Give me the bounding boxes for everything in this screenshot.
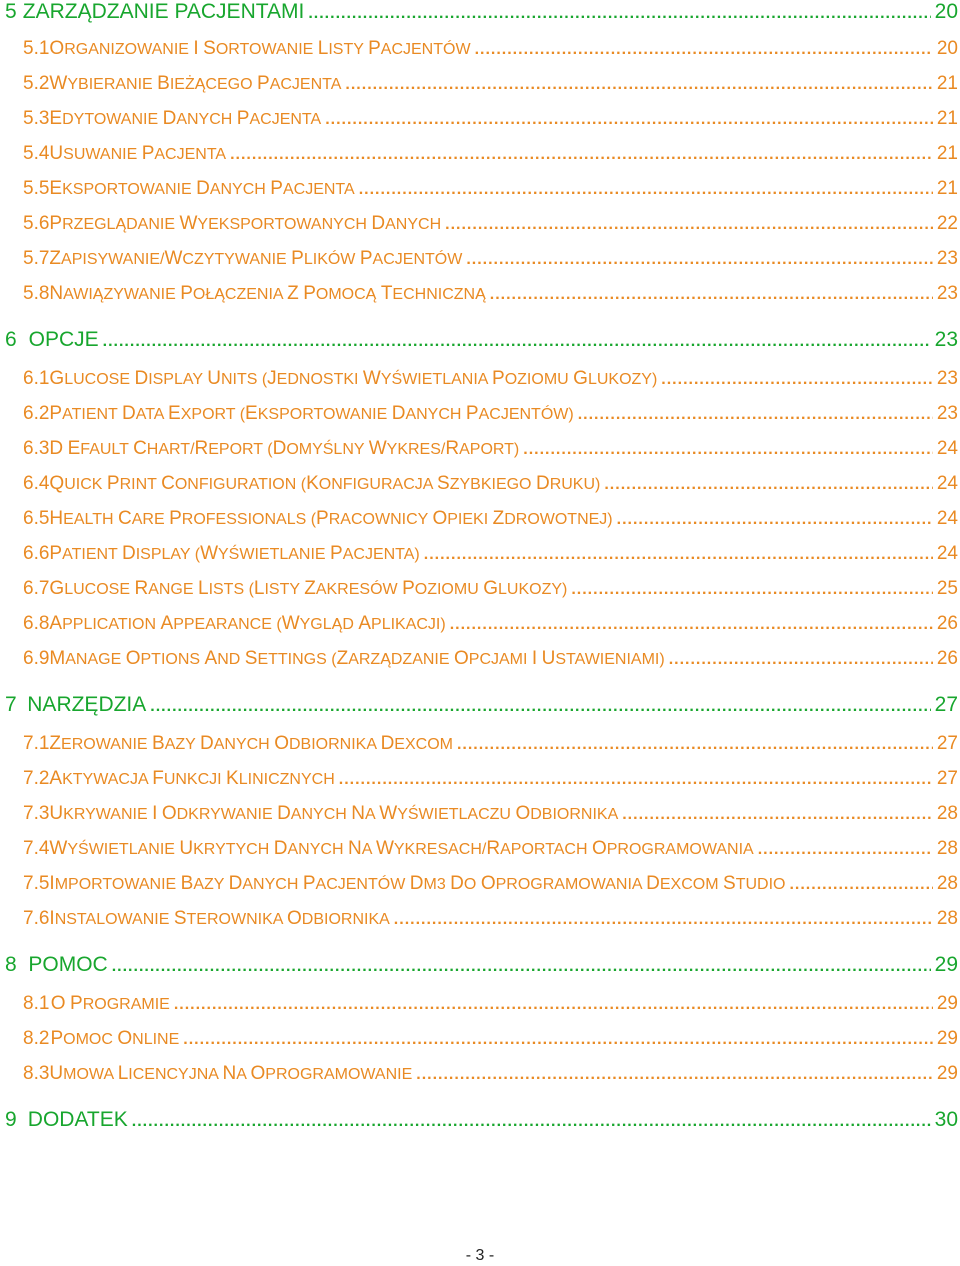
toc-title: APPLICATION APPEARANCE (WYGLĄD APLIKACJI): [49, 613, 446, 634]
toc-title: WYŚWIETLANIE UKRYTYCH DANYCH NA WYKRESACH/RAPORTACH OPROGRAMOWANIA: [49, 838, 754, 859]
toc-page-number: 21: [936, 143, 958, 164]
toc-section-row[interactable]: [0, 838, 960, 860]
toc-title: POMOC: [28, 953, 108, 976]
toc-page-number: 24: [936, 508, 958, 529]
toc-number: 7.1: [23, 733, 50, 754]
toc-number: 6.3: [23, 438, 50, 459]
toc-title: ZAPISYWANIE/WCZYTYWANIE PLIKÓW PACJENTÓW: [49, 248, 463, 269]
toc-title: UKRYWANIE I ODKRYWANIE DANYCH NA WYŚWIETLACZU ODBIORNIKA: [49, 803, 619, 824]
toc-number: 5: [5, 0, 17, 23]
toc-leader-dots: [150, 698, 930, 716]
toc-leader-dots: [758, 841, 933, 859]
toc-title: EDYTOWANIE DANYCH PACJENTA: [49, 108, 322, 129]
toc-page-number: 20: [934, 0, 958, 23]
toc-number: 6.5: [23, 508, 50, 529]
toc-number: 6.4: [23, 473, 50, 494]
toc-section-row[interactable]: [0, 178, 960, 200]
toc-number: 8: [5, 953, 17, 976]
toc-number: 7.4: [23, 838, 50, 859]
toc-page-number: 22: [936, 213, 958, 234]
toc-title: O PROGRAMIE: [50, 993, 170, 1014]
toc-page-number: 21: [936, 108, 958, 129]
toc-title: HEALTH CARE PROFESSIONALS (PRACOWNICY OPIEKI ZDROWOTNEJ): [49, 508, 613, 529]
toc-title: ORGANIZOWANIE I SORTOWANIE LISTY PACJENTÓW: [49, 38, 471, 59]
toc-title: QUICK PRINT CONFIGURATION (KONFIGURACJA SZYBKIEGO DRUKU): [49, 473, 601, 494]
toc-number: 8.3: [23, 1063, 50, 1084]
toc-title: DODATEK: [27, 1108, 128, 1131]
toc-title: WYBIERANIE BIEŻĄCEGO PACJENTA: [49, 73, 342, 94]
toc-section-row[interactable]: [0, 108, 960, 130]
toc-title: USUWANIE PACJENTA: [49, 143, 227, 164]
toc-leader-dots: [325, 111, 933, 129]
toc-page-number: 23: [934, 328, 958, 351]
toc-number: 5.4: [23, 143, 50, 164]
toc-page-number: 29: [934, 953, 958, 976]
toc-section-row[interactable]: [0, 283, 960, 305]
toc-title: UMOWA LICENCYJNA NA OPROGRAMOWANIE: [49, 1063, 413, 1084]
toc-number: 9: [5, 1108, 17, 1131]
toc-section-row[interactable]: [0, 38, 960, 60]
toc-leader-dots: [523, 441, 933, 459]
toc-number: 7: [5, 693, 17, 716]
toc-leader-dots: [103, 333, 931, 351]
toc-leader-dots: [450, 616, 933, 634]
toc-page-number: 25: [936, 578, 958, 599]
toc-chapter-row[interactable]: [0, 693, 960, 717]
toc-title: NAWIĄZYWANIE POŁĄCZENIA Z POMOCĄ TECHNICZNĄ: [49, 283, 486, 304]
toc-section-row[interactable]: [0, 733, 960, 755]
toc-number: 6.6: [23, 543, 50, 564]
toc-leader-dots: [617, 511, 933, 529]
toc-section-row[interactable]: [0, 143, 960, 165]
toc-title: OPCJE: [28, 328, 99, 351]
toc-leader-dots: [789, 876, 932, 894]
toc-page-number: 29: [936, 1028, 958, 1049]
toc-section-row[interactable]: [0, 368, 960, 390]
toc-title: AKTYWACJA FUNKCJI KLINICZNYCH: [49, 768, 335, 789]
toc-page-number: 23: [936, 248, 958, 269]
toc-title: NARZĘDZIA: [27, 693, 147, 716]
toc-title: PRZEGLĄDANIE WYEKSPORTOWANYCH DANYCH: [49, 213, 442, 234]
toc-page-number: 29: [936, 993, 958, 1014]
toc-page-number: 24: [936, 543, 958, 564]
toc-page-number: 27: [934, 693, 958, 716]
toc-leader-dots: [661, 371, 933, 389]
toc-chapter-row[interactable]: [0, 953, 960, 977]
toc-leader-dots: [457, 736, 933, 754]
toc-section-row[interactable]: [0, 1063, 960, 1085]
toc-title: GLUCOSE DISPLAY UNITS (JEDNOSTKI WYŚWIETLANIA POZIOMU GLUKOZY): [49, 368, 658, 389]
toc-section-row[interactable]: [0, 648, 960, 670]
toc-chapter-row[interactable]: [0, 0, 960, 24]
toc-leader-dots: [132, 1113, 931, 1131]
toc-leader-dots: [339, 771, 933, 789]
toc-page-number: 30: [934, 1108, 958, 1131]
toc-number: 8.2: [23, 1028, 50, 1049]
toc-page-number: 26: [936, 613, 958, 634]
toc-section-row[interactable]: [0, 768, 960, 790]
toc-leader-dots: [622, 806, 933, 824]
toc-leader-dots: [578, 406, 933, 424]
toc-chapter-row[interactable]: [0, 328, 960, 352]
toc-leader-dots: [669, 651, 933, 669]
toc-chapter-row[interactable]: [0, 1108, 960, 1132]
toc-title: D EFAULT CHART/REPORT (DOMYŚLNY WYKRES/RAPORT): [49, 438, 520, 459]
toc-title: PATIENT DISPLAY (WYŚWIETLANIE PACJENTA): [49, 543, 420, 564]
toc-page-number: 24: [936, 473, 958, 494]
toc-page-number: 23: [936, 403, 958, 424]
toc-title: EKSPORTOWANIE DANYCH PACJENTA: [49, 178, 355, 199]
toc-page-number: 28: [936, 873, 958, 894]
toc-number: 6.2: [23, 403, 50, 424]
toc-leader-dots: [571, 581, 933, 599]
toc-section-row[interactable]: [0, 578, 960, 600]
toc-number: 5.2: [23, 73, 50, 94]
toc-number: 8.1: [23, 993, 50, 1014]
toc-number: 7.3: [23, 803, 50, 824]
toc-number: 6.8: [23, 613, 50, 634]
toc-leader-dots: [183, 1031, 933, 1049]
toc-page-number: 20: [936, 38, 958, 59]
toc-leader-dots: [416, 1066, 933, 1084]
toc-section-row[interactable]: [0, 993, 960, 1015]
toc-section-row[interactable]: [0, 873, 960, 895]
toc-leader-dots: [230, 146, 933, 164]
toc-number: 7.5: [23, 873, 50, 894]
toc-page-number: 23: [936, 368, 958, 389]
page-number: - 3 -: [465, 1247, 495, 1264]
toc-number: 7.6: [23, 908, 50, 929]
toc-page-number: 29: [936, 1063, 958, 1084]
toc-leader-dots: [424, 546, 933, 564]
toc-title: ZARZĄDZANIE PACJENTAMI: [22, 0, 305, 23]
toc-number: 5.3: [23, 108, 50, 129]
toc-title: GLUCOSE RANGE LISTS (LISTY ZAKRESÓW POZIOMU GLUKOZY): [49, 578, 568, 599]
toc-page-number: 27: [936, 733, 958, 754]
toc-page-number: 28: [936, 803, 958, 824]
toc-leader-dots: [445, 216, 933, 234]
toc-section-row[interactable]: [0, 473, 960, 495]
toc-page-number: 27: [936, 768, 958, 789]
toc-section-row[interactable]: [0, 543, 960, 565]
toc-section-row[interactable]: [0, 613, 960, 635]
toc-section-row[interactable]: [0, 73, 960, 95]
toc-number: 6.9: [23, 648, 50, 669]
toc-leader-dots: [359, 181, 933, 199]
toc-title: MANAGE OPTIONS AND SETTINGS (ZARZĄDZANIE OPCJAMI I USTAWIENIAMI): [49, 648, 665, 669]
toc-page-number: 28: [936, 908, 958, 929]
toc-number: 6: [5, 328, 17, 351]
toc-leader-dots: [174, 996, 933, 1014]
toc-page-number: 23: [936, 283, 958, 304]
toc-section-row[interactable]: [0, 1028, 960, 1050]
toc-section-row[interactable]: [0, 248, 960, 270]
toc-section-row[interactable]: [0, 908, 960, 930]
toc-section-row[interactable]: [0, 403, 960, 425]
toc-title: IMPORTOWANIE BAZY DANYCH PACJENTÓW DM3 DO OPROGRAMOWANIA DEXCOM STUDIO: [49, 873, 786, 894]
toc-number: 7.2: [23, 768, 50, 789]
toc-leader-dots: [394, 911, 933, 929]
toc-title: INSTALOWANIE STEROWNIKA ODBIORNIKA: [49, 908, 390, 929]
toc-leader-dots: [604, 476, 933, 494]
toc-leader-dots: [308, 5, 930, 23]
toc-section-row[interactable]: [0, 508, 960, 530]
toc-title: POMOC ONLINE: [50, 1028, 180, 1049]
toc-page-number: 21: [936, 178, 958, 199]
toc-title: ZEROWANIE BAZY DANYCH ODBIORNIKA DEXCOM: [49, 733, 453, 754]
toc-number: 5.5: [23, 178, 50, 199]
toc-leader-dots: [112, 958, 931, 976]
toc-number: 6.1: [23, 368, 50, 389]
toc-number: 5.6: [23, 213, 50, 234]
toc-page-number: 26: [936, 648, 958, 669]
toc-leader-dots: [490, 286, 933, 304]
toc-section-row[interactable]: [0, 803, 960, 825]
toc-number: 6.7: [23, 578, 50, 599]
toc-leader-dots: [475, 41, 933, 59]
toc-section-row[interactable]: [0, 213, 960, 235]
toc-section-row[interactable]: [0, 438, 960, 460]
toc-page-number: 21: [936, 73, 958, 94]
toc-leader-dots: [345, 76, 932, 94]
toc-title: PATIENT DATA EXPORT (EKSPORTOWANIE DANYCH PACJENTÓW): [49, 403, 574, 424]
toc-page-number: 28: [936, 838, 958, 859]
toc-page-number: 24: [936, 438, 958, 459]
toc-number: 5.1: [23, 38, 50, 59]
toc-number: 5.7: [23, 248, 50, 269]
toc-leader-dots: [466, 251, 933, 269]
toc-number: 5.8: [23, 283, 50, 304]
